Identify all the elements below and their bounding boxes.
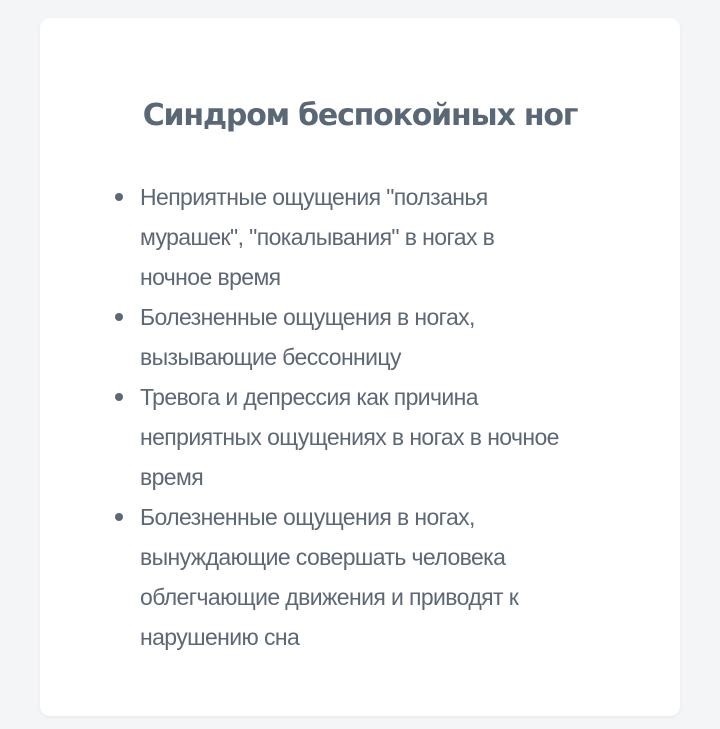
list-item-text: Болезненные ощущения в ногах, вызывающие бессонницу	[140, 304, 475, 370]
list-item	[100, 177, 570, 297]
list-item	[100, 377, 570, 497]
symptom-list	[100, 177, 570, 657]
bullet-icon	[115, 393, 123, 401]
list-item-text: Неприятные ощущения "ползанья мурашек", "покалывания" в ногах в ночное время	[140, 184, 495, 290]
list-item-text: Тревога и депрессия как причина неприятных ощущениях в ногах в ночное время	[140, 384, 559, 490]
content-card	[40, 18, 680, 716]
bullet-icon	[115, 313, 123, 321]
bullet-icon	[115, 513, 123, 521]
list-item	[100, 497, 570, 657]
bullet-icon	[115, 193, 123, 201]
card-title: Синдром беспокойных ног	[142, 98, 578, 133]
list-item	[100, 297, 570, 377]
list-item-text: Болезненные ощущения в ногах, вынуждающие совершать человека облегчающие движения и приводят к нарушению сна	[140, 504, 519, 650]
